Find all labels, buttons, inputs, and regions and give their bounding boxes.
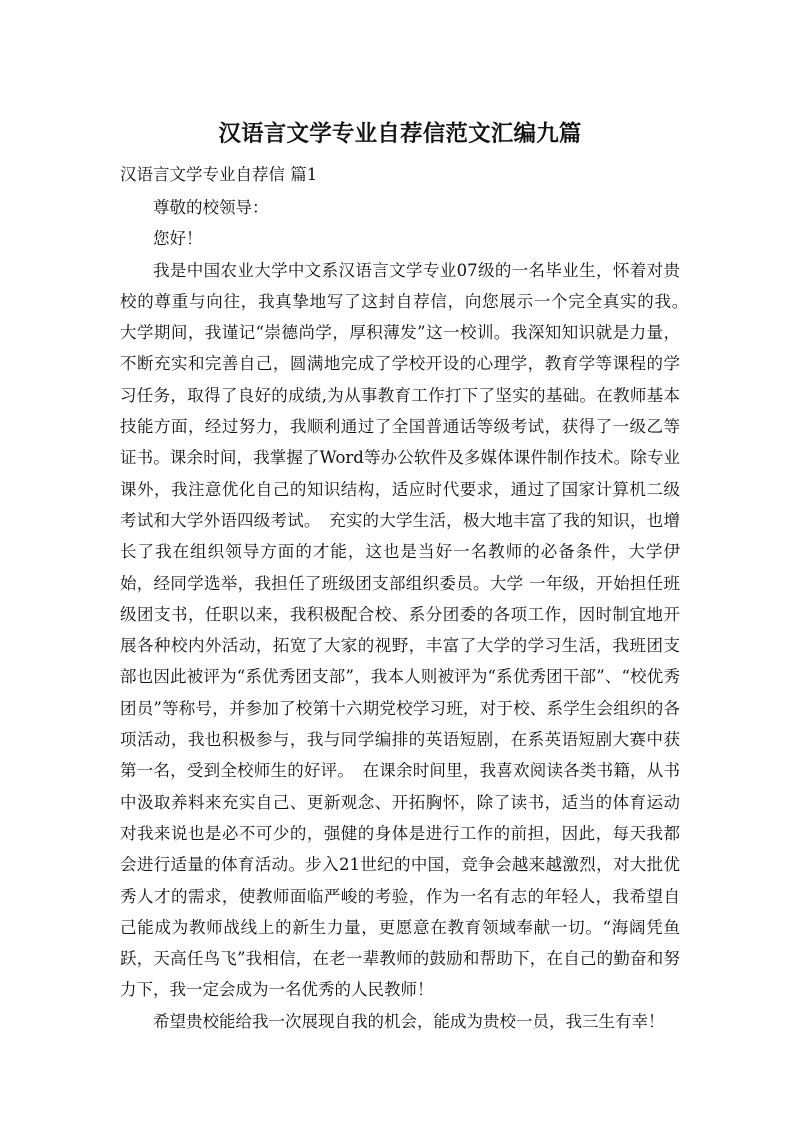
greeting-paragraph: 您好！ bbox=[153, 229, 203, 249]
body-paragraph: 我是中国农业大学中文系汉语言文学专业07级的一名毕业生，怀着对贵校的尊重与向往，我真挚地写了这封自荐信，向您展示一个完全真实的我。 大学期间，我谨记“崇德尚学，厚积薄发”这一校训。我深知知识就是力量，不断充实和完善自己，圆满地完成了学校开设的心理学，教育学等课程的学习任务，取得了良好的成绩,为从事教育工作打下了坚实的基础。在教师基本技能方面，经过努力，我顺利通过了全国普通话等级考试，获得了一级乙等证书。课余时间，我掌握了Word等办公软件及多媒体课件制作技术。除专业课外，我注意优化自己的知识结构，适应时代要求，通过了国家计算机二级考试和大学外语四级考试。 充实的大学生活，极大地丰富了我的知识，也增长了我在组织领导方面的才能，这也是当好一名教师的必备条件，大学伊始，经同学选举，我担任了班级团支部组织委员。大学 一年级，开始担任班级团支书，任职以来，我积极配合校、系分团委的各项工作，因时制宜地开展各种校内外活动，拓宽了大家的视野，丰富了大学的学习生活，我班团支部也因此被评为“系优秀团支部”，我本人则被评为“系优秀团干部”、“校优秀团员”等称号，并参加了校第十六期党校学习班，对于校、系学生会组织的各项活动，我也积极参与，我与同学编排的英语短剧，在系英语短剧大赛中获第一名，受到全校师生的好评。 在课余时间里，我喜欢阅读各类书籍，从书中汲取养料来充实自己、更新观念、开拓胸怀，除了读书，适当的体育运动对我来说也是必不可少的，强健的身体是进行工作的前担，因此，每天我都会进行适量的体育活动。步入21世纪的中国，竞争会越来越激烈，对大批优秀人才的需求，使教师面临严峻的考验，作为一名有志的年轻人，我希望自己能成为教师战线上的新生力量，更愿意在教育领域奉献一切。“海阔凭鱼跃，天高任鸟飞”我相信，在老一辈教师的鼓励和帮助下，在自己的勤奋和努力下，我一定会成为一名优秀的人民教师！ bbox=[120, 260, 697, 1000]
document-title: 汉语言文学专业自荐信范文汇编九篇 bbox=[218, 121, 582, 147]
closing-paragraph: 希望贵校能给我一次展现自我的机会，能成为贵校一员，我三生有幸！ bbox=[153, 1011, 665, 1031]
document-body bbox=[120, 192, 697, 1037]
document-subtitle: 汉语言文学专业自荐信 篇1 bbox=[120, 165, 318, 184]
salutation-paragraph: 尊敬的校领导： bbox=[153, 198, 269, 217]
